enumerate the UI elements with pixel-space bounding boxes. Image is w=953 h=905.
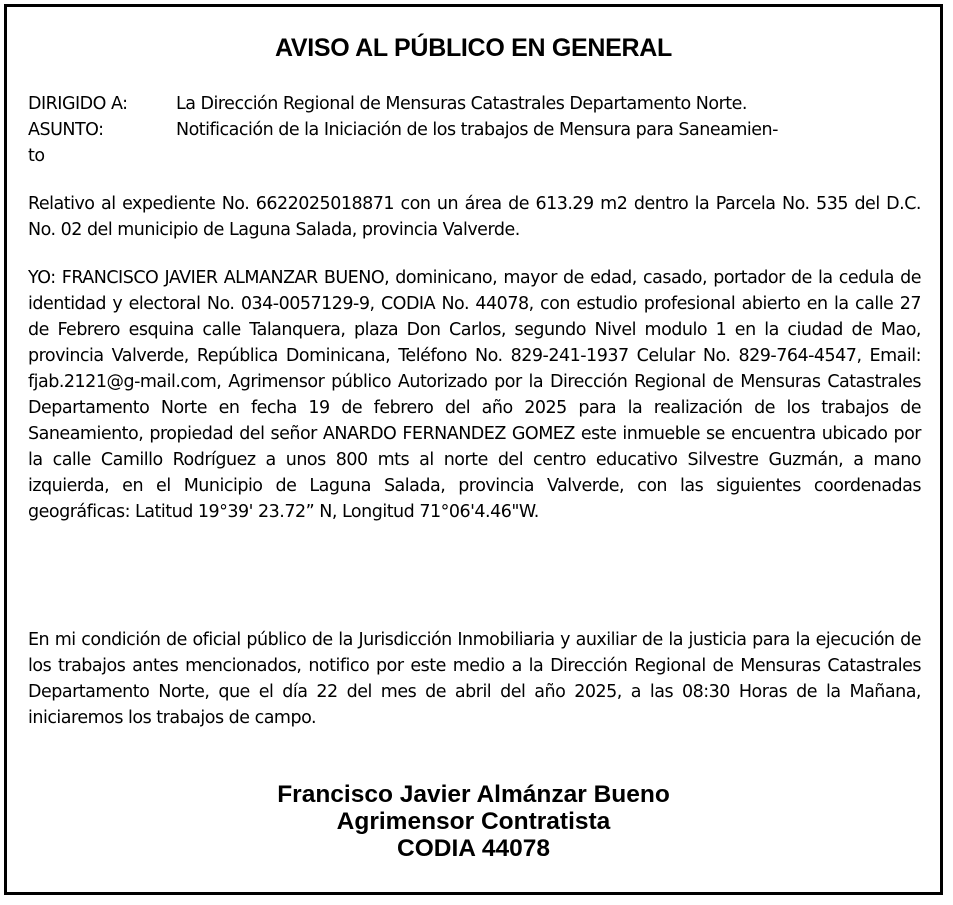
asunto-value: Notificación de la Iniciación de los trabajos de Mensura para Saneamien- — [176, 120, 778, 140]
condicion-text: En mi condición de oficial público de la Jurisdicción Inmobiliaria y auxiliar de la justicia para la ejecución de los trabajos antes mencionados, notifico por este medio a la Dirección Regional de Mensuras Catastrales Departamento Norte, que el día 22 del mes de abril del año 2025, a las 08:30 Horas de la Mañana, iniciaremos los trabajos de campo. — [28, 630, 921, 728]
paragraph-condicion — [28, 627, 921, 731]
signature-name: Francisco Javier Almánzar Bueno — [277, 781, 670, 808]
relativo-text: Relativo al expediente No. 6622025018871 con un área de 613.29 m2 dentro la Parcela No. 535 del D.C. No. 02 del municipio de Laguna Salada, provincia Valverde. — [28, 194, 921, 240]
dirigido-row — [28, 91, 921, 117]
asunto-row — [28, 117, 921, 143]
notice-frame — [4, 4, 943, 895]
yo-text: YO: FRANCISCO JAVIER ALMANZAR BUENO, dominicano, mayor de edad, casado, portador de la cedula de identidad y electoral No. 034-0057129-9, CODIA No. 44078, con estudio profesional abierto en la calle 27 de Febrero esquina calle Talanquera, plaza Don Carlos, segundo Nivel modulo 1 en la ciudad de Mao, provincia Valverde, República Dominicana, Teléfono No. 829-241-1937 Celular No. 829-764-4547, Email: fjab.2121@g-mail.com, Agrimensor público Autorizado por la Dirección Regional de Mensuras Catastrales Departamento Norte en fecha 19 de febrero del año 2025 para la realización de los trabajos de Saneamiento, propiedad del señor ANARDO FERNANDEZ GOMEZ este inmueble se encuentra ubicado por la calle Camillo Rodríguez a unos 800 mts al norte del centro educativo Silvestre Guzmán, a mano izquierda, en el Municipio de Laguna Salada, provincia Valverde, con las siguientes coordenadas geográficas: Latitud 19°39' 23.72” N, Longitud 71°06'4.46"W. — [28, 268, 921, 522]
signature-role: Agrimensor Contratista — [336, 808, 611, 835]
signature-block — [7, 781, 940, 862]
dirigido-value: La Dirección Regional de Mensuras Catastrales Departamento Norte. — [176, 94, 747, 114]
header-block — [28, 91, 921, 169]
asunto-label: ASUNTO: — [28, 120, 104, 140]
notice-title: AVISO AL PÚBLICO EN GENERAL — [274, 34, 673, 62]
signature-codia: CODIA 44078 — [397, 835, 550, 862]
dirigido-label: DIRIGIDO A: — [28, 94, 128, 114]
asunto-continuation: to — [28, 146, 45, 166]
paragraph-yo — [28, 265, 921, 525]
paragraph-relativo — [28, 191, 921, 243]
